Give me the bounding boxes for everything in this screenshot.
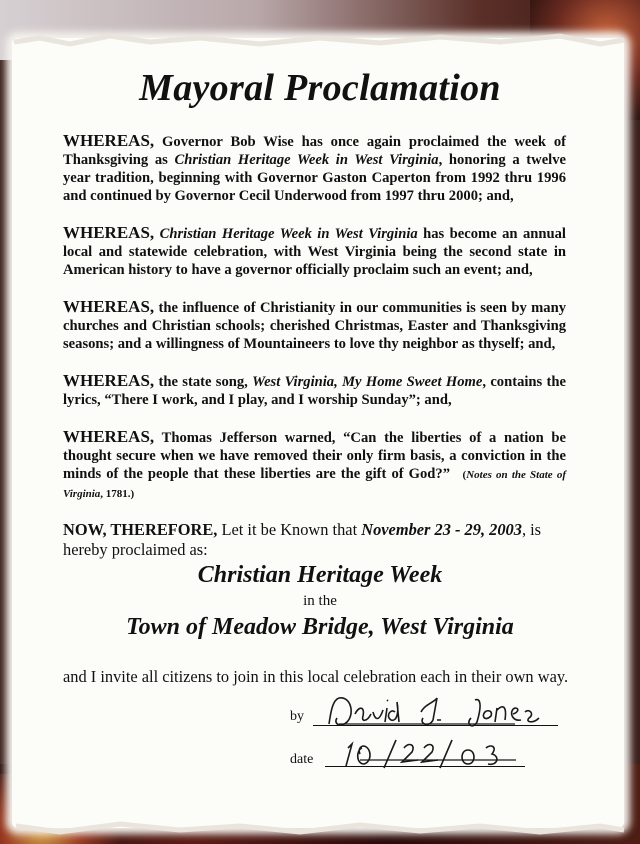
paragraph-text: , honoring a twelve year tradition, beginning with Governor Gaston Caperton from 1992 thru 1996 and continued by Governor Cecil Underwood from 1997 thru 2000; and, [63,152,567,204]
citation-title: Notes on the State of Virginia [63,469,566,500]
handwritten-date [340,736,530,770]
whereas-lead: WHEREAS, [63,427,155,446]
paragraph-text: Thomas Jefferson warned, “Can the liberties of a nation be thought secure when we have removed their only firm basis, a conviction in the minds of the people that these liberties are the gift of God?” [63,430,566,482]
whereas-lead: WHEREAS, [63,371,155,390]
paragraph-italic: West Virginia, My Home Sweet Home [252,374,483,390]
paragraph-italic: Christian Heritage Week in West Virginia [174,152,439,168]
by-label: by [290,709,304,724]
in-the-text: in the [303,593,337,609]
whereas-lead: WHEREAS, [63,131,155,150]
whereas-paragraph-3 [63,298,566,353]
now-therefore-paragraph [63,520,573,560]
citation-open: ( [450,469,467,481]
town-title: Town of Meadow Bridge, West Virginia [126,614,514,640]
whereas-paragraph-5 [63,428,566,503]
whereas-paragraph-2 [63,224,566,279]
whereas-paragraph-4 [63,372,566,409]
whereas-paragraph-1 [63,132,566,205]
page-title: Mayoral Proclamation [139,67,501,109]
paragraph-text: , contains the lyrics, “There I work, and I play, and I worship Sunday”; and, [63,374,567,408]
whereas-lead: WHEREAS, [63,223,155,242]
paragraph-italic: Christian Heritage Week in West Virginia [154,226,418,242]
paragraph-text: the state song, [154,374,253,390]
week-title: Christian Heritage Week [197,562,443,588]
date-label: date [290,752,314,767]
paragraph-text: has become an annual local and statewide celebration, with West Virginia being the second state in American history to have a governor officially proclaim such an event; and, [63,226,566,278]
whereas-lead: WHEREAS, [63,297,155,316]
paragraph-text: , is hereby proclaimed as: [63,520,542,559]
proclamation-dates: November 23 - 29, 2003 [361,520,522,539]
invite-paragraph: and I invite all citizens to join in this local celebration each in their own way. [63,667,569,686]
now-therefore-lead: NOW, THEREFORE, [63,520,218,539]
handwritten-signature [325,694,555,730]
paragraph-text: Let it be Known that [217,520,362,539]
citation-close: , 1781.) [100,488,135,500]
paragraph-text: Governor Bob Wise has once again proclaimed the week of Thanksgiving as [63,134,566,168]
paragraph-text: the influence of Christianity in our communities is seen by many churches and Christian schools; cherished Christmas, Easter and Thanksgiving seasons; and a willingness of Mountaineers to love thy neighbor as thyself; and, [63,300,566,352]
